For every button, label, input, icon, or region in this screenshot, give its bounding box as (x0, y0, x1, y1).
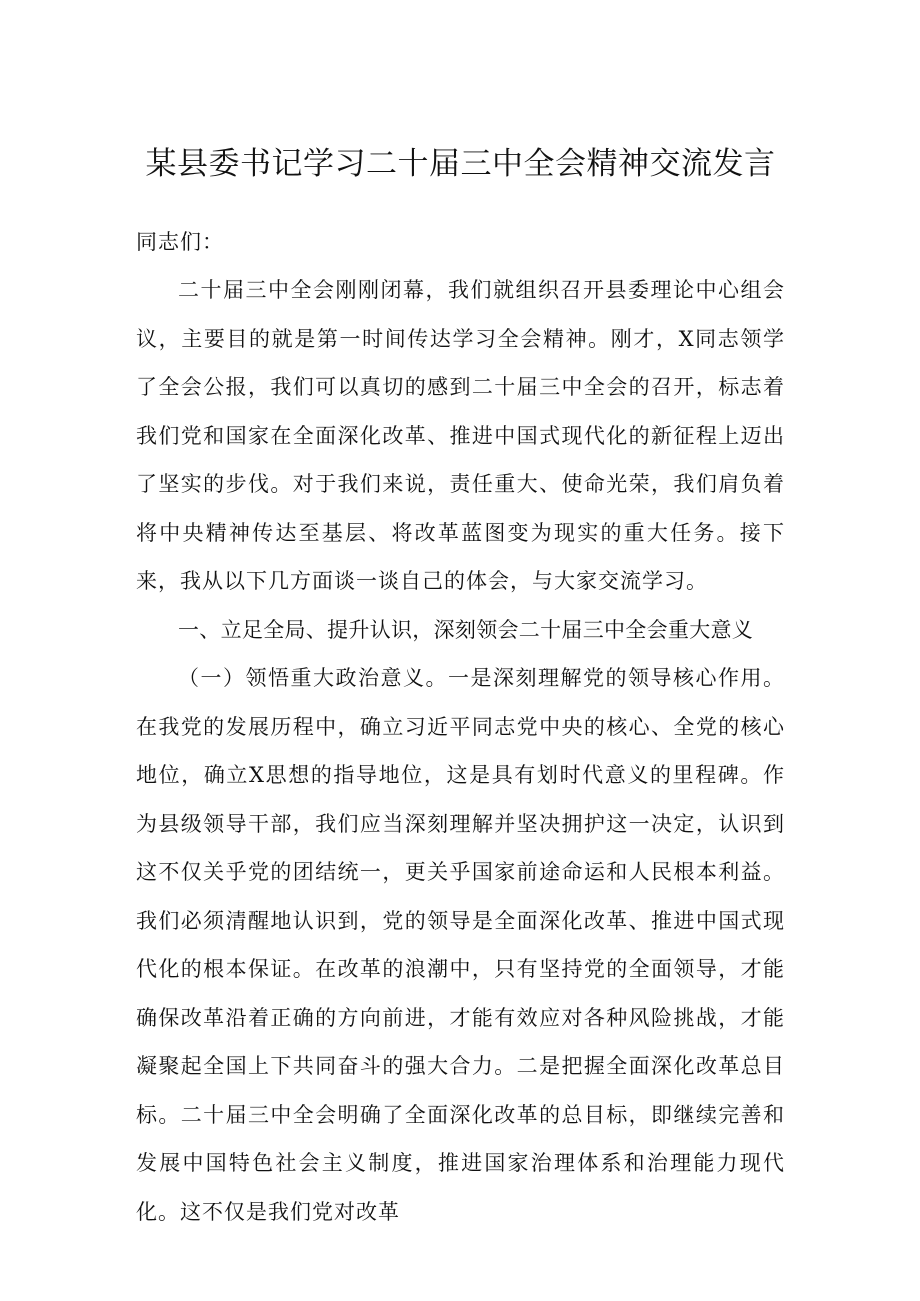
document-body (136, 266, 785, 1236)
document-title: 某县委书记学习二十届三中全会精神交流发言 (145, 146, 776, 182)
salutation: 同志们： (136, 230, 224, 254)
section-paragraph: （一）领悟重大政治意义。一是深刻理解党的领导核心作用。在我党的发展历程中，确立习近平同志党中央的核心、全党的核心地位，确立X思想的指导地位，这是具有划时代意义的里程碑。作为县级领导干部，我们应当深刻理解并坚决拥护这一决定，认识到这不仅关乎党的团结统一，更关乎国家前途命运和人民根本利益。我们必须清醒地认识到，党的领导是全面深化改革、推进中国式现代化的根本保证。在改革的浪潮中，只有坚持党的全面领导，才能确保改革沿着正确的方向前进，才能有效应对各种风险挑战，才能凝聚起全国上下共同奋斗的强大合力。二是把握全面深化改革总目标。二十届三中全会明确了全面深化改革的总目标，即继续完善和发展中国特色社会主义制度，推进国家治理体系和治理能力现代化。这不仅是我们党对改革 (136, 666, 785, 1224)
intro-paragraph: 二十届三中全会刚刚闭幕，我们就组织召开县委理论中心组会议，主要目的就是第一时间传达学习全会精神。刚才，X同志领学了全会公报，我们可以真切的感到二十届三中全会的召开，标志着我们党和国家在全面深化改革、推进中国式现代化的新征程上迈出了坚实的步伐。对于我们来说，责任重大、使命光荣，我们肩负着将中央精神传达至基层、将改革蓝图变为现实的重大任务。接下来，我从以下几方面谈一谈自己的体会，与大家交流学习。 (136, 278, 785, 593)
section-heading: 一、立足全局、提升认识，深刻领会二十届三中全会重大意义 (178, 617, 754, 642)
